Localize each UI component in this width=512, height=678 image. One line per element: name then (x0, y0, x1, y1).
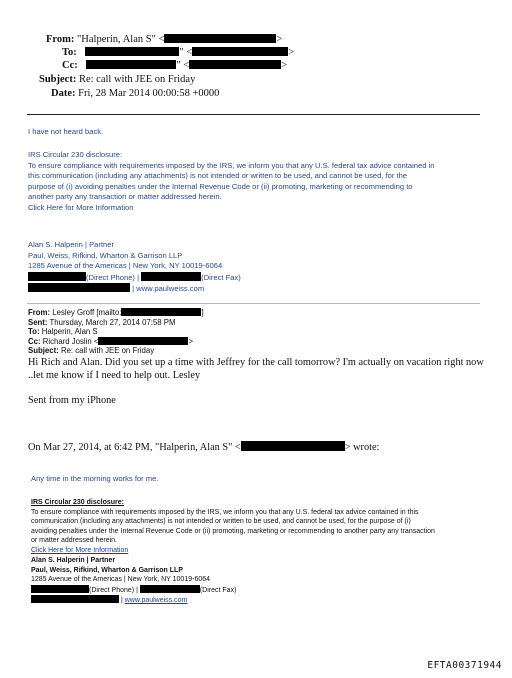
header-cc: Cc: " < > (62, 60, 288, 71)
disclosure-title: IRS Circular 230 disclosure: (31, 499, 124, 506)
forward-divider (27, 303, 480, 304)
disclosure-line: avoiding penalties under the Internal Revenue Code or (ii) promoting, marketing or recommending to another party any transaction (31, 527, 435, 535)
more-info-link[interactable]: Click Here for More Information (28, 202, 134, 212)
signature-name: Alan S. Halperin | Partner (28, 240, 114, 249)
disclosure-line: this communication (including any attachments) is not intended or written to be used, and cannot be used, for the (28, 171, 408, 181)
redaction (28, 272, 86, 281)
redaction (86, 60, 176, 69)
header-from: From: "Halperin, Alan S" < > (46, 34, 283, 45)
redaction (189, 60, 281, 69)
body-line: ..let me know if I need to help out. Lesley (28, 370, 201, 382)
signature-web-line: | www.paulweiss.com (31, 595, 236, 606)
redaction (28, 283, 130, 292)
date-label: Date: (51, 88, 76, 99)
reply-text: I have not heard back. (28, 127, 104, 136)
header-date (51, 88, 219, 99)
redaction (121, 308, 201, 316)
signature-2 (31, 556, 236, 606)
cc-label: Cc: (62, 60, 78, 71)
quoted-text: Any time in the morning works for me. (31, 474, 159, 483)
signature-address: 1285 Avenue of the Americas | New York, NY 10019-6064 (28, 261, 223, 271)
disclosure-line: To ensure compliance with requirements imposed by the IRS, we inform you that any U.S. federal tax advice contained in (28, 160, 435, 170)
redaction (241, 441, 345, 451)
subject-value: Re: call with JEE on Friday (78, 74, 196, 85)
sent-from-iphone: Sent from my iPhone (28, 395, 116, 406)
redaction (140, 585, 200, 593)
disclosure-title: IRS Circular 230 disclosure: (28, 150, 123, 159)
forward-cc: Cc: Richard Joslin < > (28, 336, 193, 346)
signature-firm: Paul, Weiss, Rifkind, Wharton & Garrison LLP (28, 250, 183, 260)
redaction (85, 47, 179, 56)
disclosure-line: or matter addressed herein. (31, 537, 117, 545)
disclosure-2 (31, 498, 435, 556)
header-subject (39, 74, 195, 85)
signature-phone-line: (Direct Phone) | (Direct Fax) (28, 272, 241, 284)
quote-attribution: On Mar 27, 2014, at 6:42 PM, "Halperin, Alan S" < > wrote: (28, 442, 380, 453)
signature-name: Alan S. Halperin | Partner (31, 557, 116, 564)
forward-to: To: Halperin, Alan S (28, 327, 98, 337)
forward-subject: Subject: Re: call with JEE on Friday (28, 346, 155, 356)
forward-sent: Sent: Thursday, March 27, 2014 07:58 PM (28, 317, 176, 327)
signature-web-line: | www.paulweiss.com (28, 283, 241, 295)
redaction (31, 585, 89, 593)
forward-header (28, 308, 204, 356)
disclosure-line: purpose of (i) avoiding penalties under the Internal Revenue Code or (ii) promoting, marketing or recommending to (28, 181, 413, 191)
disclosure-line: communication (including any attachments) is not intended or written to be used, and cannot be used, for the purpose of (i) (31, 518, 411, 526)
signature-phone-line: (Direct Phone) | (Direct Fax) (31, 585, 236, 596)
signature-address: 1285 Avenue of the Americas | New York, NY 10019-6064 (31, 576, 211, 584)
to-label: To: (62, 47, 77, 58)
redaction (98, 337, 188, 345)
document-id: EFTA00371944 (427, 660, 502, 671)
header-to: To: " < > (62, 47, 295, 58)
header-divider (27, 114, 480, 115)
date-value: Fri, 28 Mar 2014 00:00:58 +0000 (78, 88, 220, 99)
from-value: "Halperin, Alan S" < (77, 34, 165, 45)
signature-firm: Paul, Weiss, Rifkind, Wharton & Garrison LLP (31, 566, 183, 574)
email-header (0, 0, 512, 110)
disclosure-line: another party any transaction or matter addressed herein. (28, 192, 222, 202)
website-link[interactable]: www.paulweiss.com (124, 597, 188, 605)
disclosure-line: To ensure compliance with requirements imposed by the IRS, we inform you that any U.S. federal tax advice contained in this (31, 508, 419, 516)
signature-1 (28, 240, 241, 295)
redaction (31, 595, 119, 603)
redaction (192, 47, 288, 56)
disclosure-1 (28, 150, 434, 214)
forward-from: From: Lesley Groff [mailto: ] (28, 308, 204, 317)
redaction (164, 34, 276, 43)
body-line: Hi Rich and Alan. Did you set up a time with Jeffrey for the call tomorrow? I'm actually on vacation right now (28, 357, 484, 368)
subject-label: Subject: (39, 74, 77, 85)
message-body (28, 356, 484, 382)
redaction (141, 272, 201, 281)
from-label: From: (46, 34, 75, 45)
more-info-link[interactable]: Click Here for More Information (31, 546, 129, 554)
